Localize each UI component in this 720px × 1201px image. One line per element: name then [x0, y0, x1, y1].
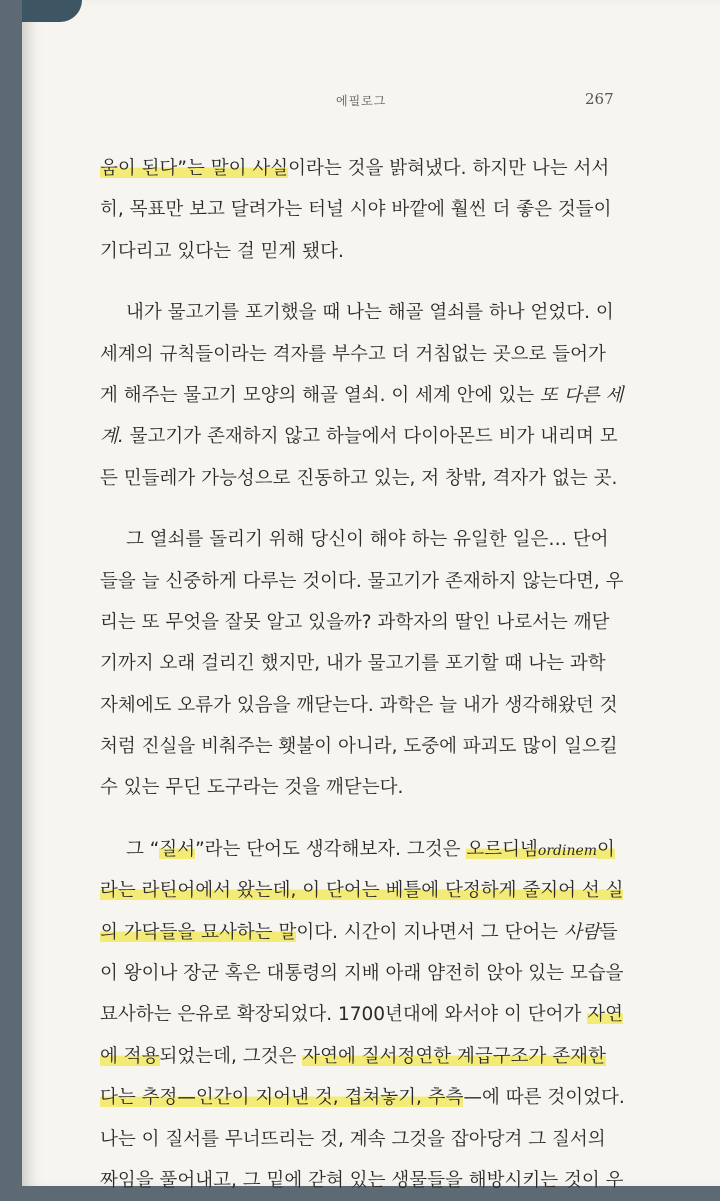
- paragraph: [100, 148, 614, 272]
- text-segment: ”라는 단어도 생각해보자. 그것은: [195, 838, 467, 860]
- emphasized-text: 또 다른 세: [539, 384, 624, 406]
- running-title: 에필로그: [336, 94, 387, 108]
- text-line: [100, 685, 618, 726]
- paragraph-gap: [100, 809, 614, 829]
- highlighted-text: 자연: [587, 1004, 624, 1026]
- highlighted-text: 의 가닥들을 묘사하는 말: [100, 921, 297, 943]
- paragraph-gap: [100, 272, 614, 292]
- text-segment: 이 왕이나 장군 혹은 대통령의 지배 아래 얌전히 앉아 있는 모습을: [100, 963, 624, 985]
- page-number: 267: [585, 90, 614, 108]
- text-segment: —에 따른 것이었다.: [463, 1087, 625, 1109]
- text-segment: 들: [599, 921, 618, 943]
- text-line: [100, 1077, 625, 1118]
- text-line: [100, 726, 618, 767]
- text-segment: 내가 물고기를 포기했을 때 나는 해골 열쇠를 하나 얻었다. 이: [126, 302, 614, 324]
- text-segment: 게 해주는 물고기 모양의 해골 열쇠. 이 세계 안에 있는: [100, 384, 540, 406]
- text-line: [100, 416, 618, 457]
- highlighted-text: 움이 된다”는 말이 사실: [100, 158, 289, 179]
- text-segment: 물고기가 존재하지 않고 하늘에서 다이아몬드 비가 내리며 모: [123, 426, 618, 448]
- page-body-text: [100, 148, 625, 1201]
- text-line: [100, 829, 614, 870]
- text-line: [100, 602, 614, 643]
- highlighted-text: 자연에 질서정연한 계급구조가 존재한: [302, 1045, 606, 1067]
- text-segment: 처럼 진실을 비춰주는 횃불이 아니라, 도중에 파괴도 많이 일으킬: [100, 736, 618, 758]
- highlighted-text: 에 적용: [100, 1045, 160, 1067]
- text-line: [100, 643, 614, 684]
- page-corner-shadow: [22, 0, 82, 22]
- text-line: [100, 912, 618, 953]
- text-line: [100, 1119, 614, 1160]
- emphasized-text: 사람: [563, 921, 600, 943]
- highlighted-text: 질서: [159, 838, 196, 860]
- paragraph-gap: [100, 499, 614, 519]
- text-line: [100, 1036, 614, 1077]
- paragraph: [100, 519, 624, 809]
- highlighted-text: ordinem: [537, 842, 598, 859]
- paragraph: [100, 829, 625, 1201]
- text-segment: 히, 목표만 보고 달려가는 터널 시야 바깥에 훨씬 더 좋은 것들이: [100, 199, 612, 221]
- text-line: [100, 231, 614, 272]
- text-segment: 이다. 시간이 지나면서 그 단어는: [296, 921, 564, 943]
- text-line: [100, 375, 624, 416]
- text-line: [100, 458, 618, 499]
- text-segment: 되었는데, 그것은: [159, 1045, 303, 1067]
- text-segment: 묘사하는 은유로 확장되었다. 1700년대에 와서야 이 단어가: [100, 1004, 588, 1026]
- text-line: [100, 292, 614, 333]
- text-line: [100, 870, 624, 911]
- text-segment: 들을 늘 신중하게 다루는 것이다. 물고기가 존재하지 않는다면, 우: [100, 570, 624, 592]
- text-segment: 나는 이 질서를 무너뜨리는 것, 계속 그것을 잡아당겨 그 질서의: [100, 1128, 606, 1150]
- text-line: [100, 519, 614, 560]
- text-line: [100, 189, 614, 230]
- emphasized-text: 계.: [100, 426, 124, 448]
- text-line: [100, 994, 624, 1035]
- text-segment: 이라는 것을 밝혀냈다. 하지만 나는 서서: [288, 158, 610, 179]
- text-line: [100, 953, 624, 994]
- page-header: [0, 92, 720, 112]
- text-line: [100, 767, 614, 808]
- text-line: [100, 148, 614, 189]
- text-segment: 그 “: [126, 838, 160, 860]
- text-segment: 든 민들레가 가능성으로 진동하고 있는, 저 창밖, 격자가 없는 곳.: [100, 467, 618, 489]
- highlighted-text: 라는 라틴어에서 왔는데, 이 단어는 베틀에 단정하게 줄지어 선 실: [100, 880, 624, 902]
- text-segment: 리는 또 무엇을 잘못 알고 있을까? 과학자의 딸인 나로서는 깨닫: [100, 611, 610, 633]
- highlighted-text: 이: [597, 838, 615, 860]
- text-line: [100, 1160, 624, 1201]
- text-segment: 기까지 오래 걸리긴 했지만, 내가 물고기를 포기할 때 나는 과학: [100, 653, 606, 675]
- highlighted-text: 다는 추정—인간이 지어낸 것, 겹쳐놓기, 추측: [100, 1087, 464, 1109]
- text-segment: 자체에도 오류가 있음을 깨닫는다. 과학은 늘 내가 생각해왔던 것: [100, 694, 618, 716]
- text-segment: 짜임을 풀어내고, 그 밑에 갇혀 있는 생물들을 해방시키는 것이 우: [100, 1169, 624, 1191]
- text-line: [100, 561, 624, 602]
- text-segment: 그 열쇠를 돌리기 위해 당신이 해야 하는 유일한 일은… 단어: [126, 529, 609, 551]
- highlighted-text: 오르디넴: [466, 838, 538, 860]
- paragraph: [100, 292, 624, 499]
- text-line: [100, 334, 614, 375]
- text-segment: 세계의 규칙들이라는 격자를 부수고 더 거침없는 곳으로 들어가: [100, 343, 606, 365]
- text-segment: 수 있는 무딘 도구라는 것을 깨닫는다.: [100, 777, 404, 799]
- text-segment: 기다리고 있다는 걸 믿게 됐다.: [100, 240, 344, 262]
